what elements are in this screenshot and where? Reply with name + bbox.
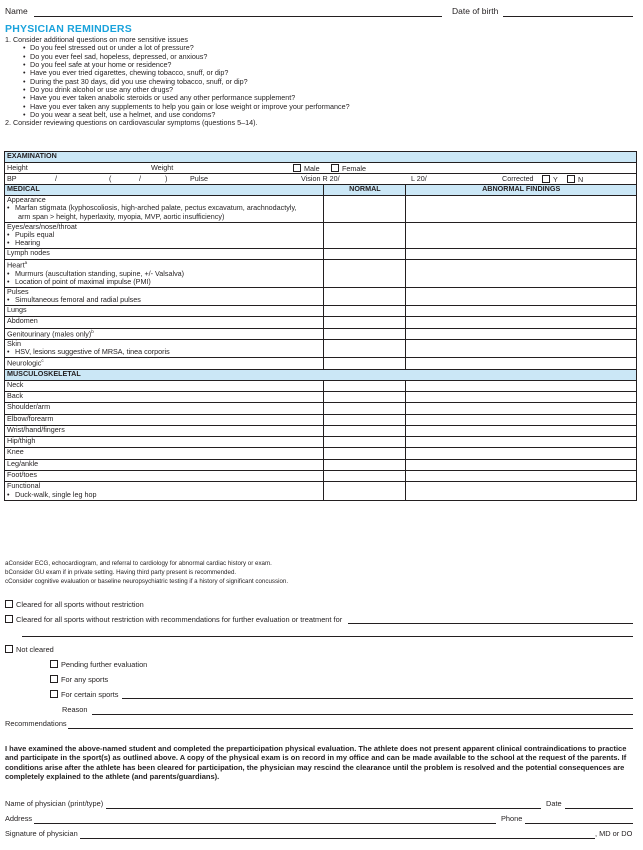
normal-cell[interactable] xyxy=(324,425,406,436)
height-weight-row xyxy=(5,163,637,174)
exam-row-title: Shoulder/arm xyxy=(7,402,51,412)
exam-row-label xyxy=(5,471,324,482)
normal-cell[interactable] xyxy=(324,403,406,414)
reason-field[interactable] xyxy=(92,714,633,715)
cleared-all-option[interactable]: Cleared for all sports without restriction xyxy=(5,600,144,610)
exam-row-title: Back xyxy=(7,390,23,400)
exam-row-label xyxy=(5,414,324,425)
reminder-bullet: • Do you wear a seat belt, use a helmet, and use condoms? xyxy=(5,111,625,119)
exam-row-label xyxy=(5,482,324,500)
examination-header: EXAMINATION xyxy=(5,152,637,163)
exam-row-label xyxy=(5,287,324,305)
abnormal-findings-cell[interactable] xyxy=(406,425,637,436)
male-option[interactable]: Male xyxy=(293,164,320,173)
abnormal-findings-cell[interactable] xyxy=(406,391,637,402)
abnormal-findings-cell[interactable] xyxy=(406,482,637,500)
exam-row xyxy=(5,437,637,448)
abnormal-findings-cell[interactable] xyxy=(406,306,637,317)
abnormal-findings-cell[interactable] xyxy=(406,260,637,287)
exam-row-title: Neck xyxy=(7,379,24,389)
exam-row xyxy=(5,482,637,500)
exam-row-title: Leg/ankle xyxy=(7,458,39,468)
exam-row-label xyxy=(5,222,324,249)
reason-label: Reason xyxy=(62,705,88,714)
normal-cell[interactable] xyxy=(324,414,406,425)
md-do-label: , MD or DO xyxy=(595,829,633,838)
exam-row-bullet: Marfan stigmata (kyphoscoliosis, high-arched palate, pectus excavatum, arachnodactyly, xyxy=(15,203,297,213)
bp-vision-row xyxy=(5,174,637,185)
bullet-icon: • xyxy=(7,347,10,357)
exam-row xyxy=(5,340,637,358)
name-label: Name xyxy=(5,6,28,16)
reminder-bullet: • Do you drink alcohol or use any other drugs? xyxy=(5,86,625,94)
exam-row-bullet: Murmurs (auscultation standing, supine, +/- Valsalva) xyxy=(15,269,185,279)
exam-row-label xyxy=(5,317,324,328)
recommendations-field[interactable] xyxy=(68,728,633,729)
certain-sports-checkbox[interactable] xyxy=(50,690,58,698)
musculoskeletal-header: MUSCULOSKELETAL xyxy=(5,369,637,380)
any-sports-option[interactable]: For any sports xyxy=(50,675,108,685)
normal-cell[interactable] xyxy=(324,448,406,459)
reminder-bullet: • Have you ever taken anabolic steroids or used any other performance supplement? xyxy=(5,94,625,102)
physician-name-field[interactable] xyxy=(106,808,541,809)
physician-name-label: Name of physician (print/type) xyxy=(5,799,104,808)
bullet-icon: • xyxy=(7,277,10,287)
exam-row-bullet: Pupils equal xyxy=(15,229,55,239)
exam-row-label xyxy=(5,196,324,223)
exam-row-label xyxy=(5,358,324,369)
exam-row xyxy=(5,287,637,305)
address-field[interactable] xyxy=(34,823,496,824)
abnormal-findings-cell[interactable] xyxy=(406,414,637,425)
reminder-item-2: 2. Consider reviewing questions on cardiovascular symptoms (questions 5–14). xyxy=(5,118,258,128)
exam-row-title: Skin xyxy=(7,339,21,348)
bullet-icon: • xyxy=(7,238,10,248)
normal-cell[interactable] xyxy=(324,328,406,339)
exam-row xyxy=(5,380,637,391)
vision-right-label: Vision R 20/ xyxy=(301,174,340,183)
exam-row-label xyxy=(5,403,324,414)
abnormal-findings-cell[interactable] xyxy=(406,471,637,482)
abnormal-findings-cell[interactable] xyxy=(406,340,637,358)
normal-cell[interactable] xyxy=(324,437,406,448)
footnote-marker: b xyxy=(91,328,94,334)
corrected-no-checkbox[interactable] xyxy=(567,175,575,183)
cleared-recs-option[interactable]: Cleared for all sports without restriction with recommendations for further evaluation or treatment for xyxy=(5,615,342,625)
abnormal-findings-cell[interactable] xyxy=(406,287,637,305)
medical-header: MEDICAL xyxy=(5,185,324,196)
exam-row-title: Neurologic xyxy=(7,358,42,368)
reminder-bullet: • Do you ever feel sad, hopeless, depressed, or anxious? xyxy=(5,53,625,61)
bp-slash: / xyxy=(55,174,57,183)
address-label: Address xyxy=(5,814,33,823)
certain-sports-option[interactable]: For certain sports xyxy=(50,690,119,700)
exam-row-title: Lymph nodes xyxy=(7,248,50,258)
abnormal-findings-cell[interactable] xyxy=(406,403,637,414)
normal-cell[interactable] xyxy=(324,471,406,482)
exam-row xyxy=(5,328,637,339)
exam-row-title: Lungs xyxy=(7,305,27,315)
abnormal-findings-cell[interactable] xyxy=(406,437,637,448)
bullet-icon: • xyxy=(7,269,10,279)
exam-row-bullet: Hearing xyxy=(15,238,41,248)
exam-row-label xyxy=(5,340,324,358)
corrected-yes-option[interactable]: Y xyxy=(542,175,558,184)
exam-row-bullet: Simultaneous femoral and radial pulses xyxy=(15,295,141,304)
phone-field[interactable] xyxy=(525,823,633,824)
female-option[interactable]: Female xyxy=(331,164,366,173)
exam-row xyxy=(5,260,637,287)
pulse-label: Pulse xyxy=(190,174,208,183)
cleared-recs-checkbox[interactable] xyxy=(5,615,13,623)
dob-label: Date of birth xyxy=(452,6,499,16)
abnormal-findings-cell[interactable] xyxy=(406,317,637,328)
exam-row-title: Elbow/forearm xyxy=(7,413,54,423)
bullet-icon: • xyxy=(7,489,10,499)
corrected-no-option[interactable]: N xyxy=(567,175,583,184)
exam-row-bullet: arm span > height, hyperlaxity, myopia, MVP, aortic insufficiency) xyxy=(18,211,225,221)
certification-statement: I have examined the above-named student and completed the preparticipation physical evaluation. The athlete does not present apparent clinical contraindications to practice and participate in the sport(s) as outlined above. A copy of the physical exam is on record in my office and can be made available to the school at the request of the parents. If conditions arise after the athlete has been cleared for participation, the physician may rescind the clearance until the problem is resolved and the potential consequences are completely explained to the athlete (and parents/guardians). xyxy=(5,744,627,782)
exam-row xyxy=(5,317,637,328)
cleared-all-checkbox[interactable] xyxy=(5,600,13,608)
exam-row xyxy=(5,249,637,260)
cleared-recs-field-2[interactable] xyxy=(22,636,633,637)
corrected-label: Corrected xyxy=(502,174,534,183)
date-field[interactable] xyxy=(565,808,633,809)
normal-cell[interactable] xyxy=(324,249,406,260)
reminder-bullet: • Have you ever tried cigarettes, chewing tobacco, snuff, or dip? xyxy=(5,69,625,77)
normal-cell[interactable] xyxy=(324,306,406,317)
abnormal-findings-cell[interactable] xyxy=(406,380,637,391)
abnormal-findings-cell[interactable] xyxy=(406,249,637,260)
exam-row-title: Foot/toes xyxy=(7,470,37,480)
exam-row xyxy=(5,414,637,425)
footnote-a: aConsider ECG, echocardiogram, and referral to cardiology for abnormal cardiac history or exam. xyxy=(5,560,272,567)
normal-cell[interactable] xyxy=(324,260,406,287)
abnormal-findings-cell[interactable] xyxy=(406,222,637,249)
exam-row-label xyxy=(5,459,324,470)
corrected-yes-checkbox[interactable] xyxy=(542,175,550,183)
exam-row-label xyxy=(5,306,324,317)
reminders-title: PHYSICIAN REMINDERS xyxy=(5,23,132,35)
abnormal-findings-cell[interactable] xyxy=(406,448,637,459)
date-label: Date xyxy=(546,799,562,808)
exam-row-title: Knee xyxy=(7,447,24,457)
bullet-icon: • xyxy=(7,229,10,239)
signature-label: Signature of physician xyxy=(5,829,78,838)
exam-row-bullet: Duck-walk, single leg hop xyxy=(15,489,97,499)
exam-row-title: Heart xyxy=(7,260,25,270)
abnormal-findings-cell[interactable] xyxy=(406,358,637,369)
recommendations-label: Recommendations xyxy=(5,719,67,728)
exam-row xyxy=(5,459,637,470)
certain-sports-field[interactable] xyxy=(122,698,633,699)
abnormal-findings-cell[interactable] xyxy=(406,328,637,339)
exam-row-label xyxy=(5,391,324,402)
exam-row-bullet: Location of point of maximal impulse (PMI) xyxy=(15,277,151,287)
footnote-b: bConsider GU exam if in private setting. Having third party present is recommended. xyxy=(5,569,237,576)
exam-row-title: Eyes/ears/nose/throat xyxy=(7,221,77,231)
reminder-bullet: • During the past 30 days, did you use chewing tobacco, snuff, or dip? xyxy=(5,78,625,86)
bullet-icon: • xyxy=(7,295,10,304)
normal-cell[interactable] xyxy=(324,391,406,402)
exam-row xyxy=(5,306,637,317)
abnormal-findings-cell[interactable] xyxy=(406,196,637,223)
signature-field[interactable] xyxy=(80,838,595,839)
reminder-bullet: • Do you feel safe at your home or residence? xyxy=(5,61,625,69)
dob-field[interactable] xyxy=(503,16,633,17)
pending-checkbox[interactable] xyxy=(50,660,58,668)
exam-row-title: Functional xyxy=(7,481,41,491)
any-sports-checkbox[interactable] xyxy=(50,675,58,683)
exam-row xyxy=(5,425,637,436)
exam-row xyxy=(5,196,637,223)
bp-paren-open: ( xyxy=(109,174,112,183)
exam-row-bullet: HSV, lesions suggestive of MRSA, tinea corporis xyxy=(15,347,170,357)
phone-label: Phone xyxy=(501,814,523,823)
not-cleared-checkbox[interactable] xyxy=(5,645,13,653)
footnote-marker: c xyxy=(41,358,44,364)
exam-row xyxy=(5,471,637,482)
name-field[interactable] xyxy=(34,16,442,17)
reminder-bullet: • Have you ever taken any supplements to help you gain or lose weight or improve your performance? xyxy=(5,103,625,111)
male-checkbox[interactable] xyxy=(293,164,301,172)
bullet-icon: • xyxy=(7,203,10,213)
weight-label: Weight xyxy=(151,163,174,172)
exam-row xyxy=(5,403,637,414)
abnormal-header: ABNORMAL FINDINGS xyxy=(406,185,637,196)
exam-row-label xyxy=(5,425,324,436)
height-label: Height xyxy=(7,163,28,172)
normal-cell[interactable] xyxy=(324,459,406,470)
normal-cell[interactable] xyxy=(324,340,406,358)
exam-row-title: Hip/thigh xyxy=(7,436,36,446)
bp-paren-close: ) xyxy=(165,174,168,183)
not-cleared-option[interactable]: Not cleared xyxy=(5,645,54,655)
exam-row-title: Genitourinary (males only) xyxy=(7,329,92,339)
normal-cell[interactable] xyxy=(324,358,406,369)
normal-cell[interactable] xyxy=(324,380,406,391)
normal-cell[interactable] xyxy=(324,196,406,223)
normal-cell[interactable] xyxy=(324,317,406,328)
examination-table xyxy=(4,151,637,501)
exam-row-title: Abdomen xyxy=(7,316,38,326)
cleared-recs-field[interactable] xyxy=(348,623,633,624)
normal-header: NORMAL xyxy=(324,185,406,196)
exam-row-label xyxy=(5,249,324,260)
bp-slash-2: / xyxy=(139,174,141,183)
normal-cell[interactable] xyxy=(324,482,406,500)
exam-row-title: Appearance xyxy=(7,195,46,204)
reminder-bullet: • Do you feel stressed out or under a lot of pressure? xyxy=(5,44,625,52)
normal-cell[interactable] xyxy=(324,222,406,249)
exam-row-label xyxy=(5,437,324,448)
exam-row xyxy=(5,448,637,459)
pending-option[interactable]: Pending further evaluation xyxy=(50,660,147,670)
footnote-c: cConsider cognitive evaluation or baseline neuropsychiatric testing if a history of significant concussion. xyxy=(5,578,289,585)
reminder-item-1: 1. Consider additional questions on more sensitive issues xyxy=(5,35,188,44)
reminders-list xyxy=(5,36,625,128)
female-checkbox[interactable] xyxy=(331,164,339,172)
exam-row-label xyxy=(5,328,324,339)
exam-row-title: Pulses xyxy=(7,286,29,296)
abnormal-findings-cell[interactable] xyxy=(406,459,637,470)
exam-row-label xyxy=(5,260,324,287)
exam-row xyxy=(5,222,637,249)
bp-label: BP xyxy=(7,174,17,183)
exam-row xyxy=(5,391,637,402)
exam-row-title: Wrist/hand/fingers xyxy=(7,424,65,434)
exam-row xyxy=(5,358,637,369)
normal-cell[interactable] xyxy=(324,287,406,305)
vision-left-label: L 20/ xyxy=(411,174,427,183)
exam-row-label xyxy=(5,448,324,459)
exam-row-label xyxy=(5,380,324,391)
footnote-marker: a xyxy=(24,260,28,266)
